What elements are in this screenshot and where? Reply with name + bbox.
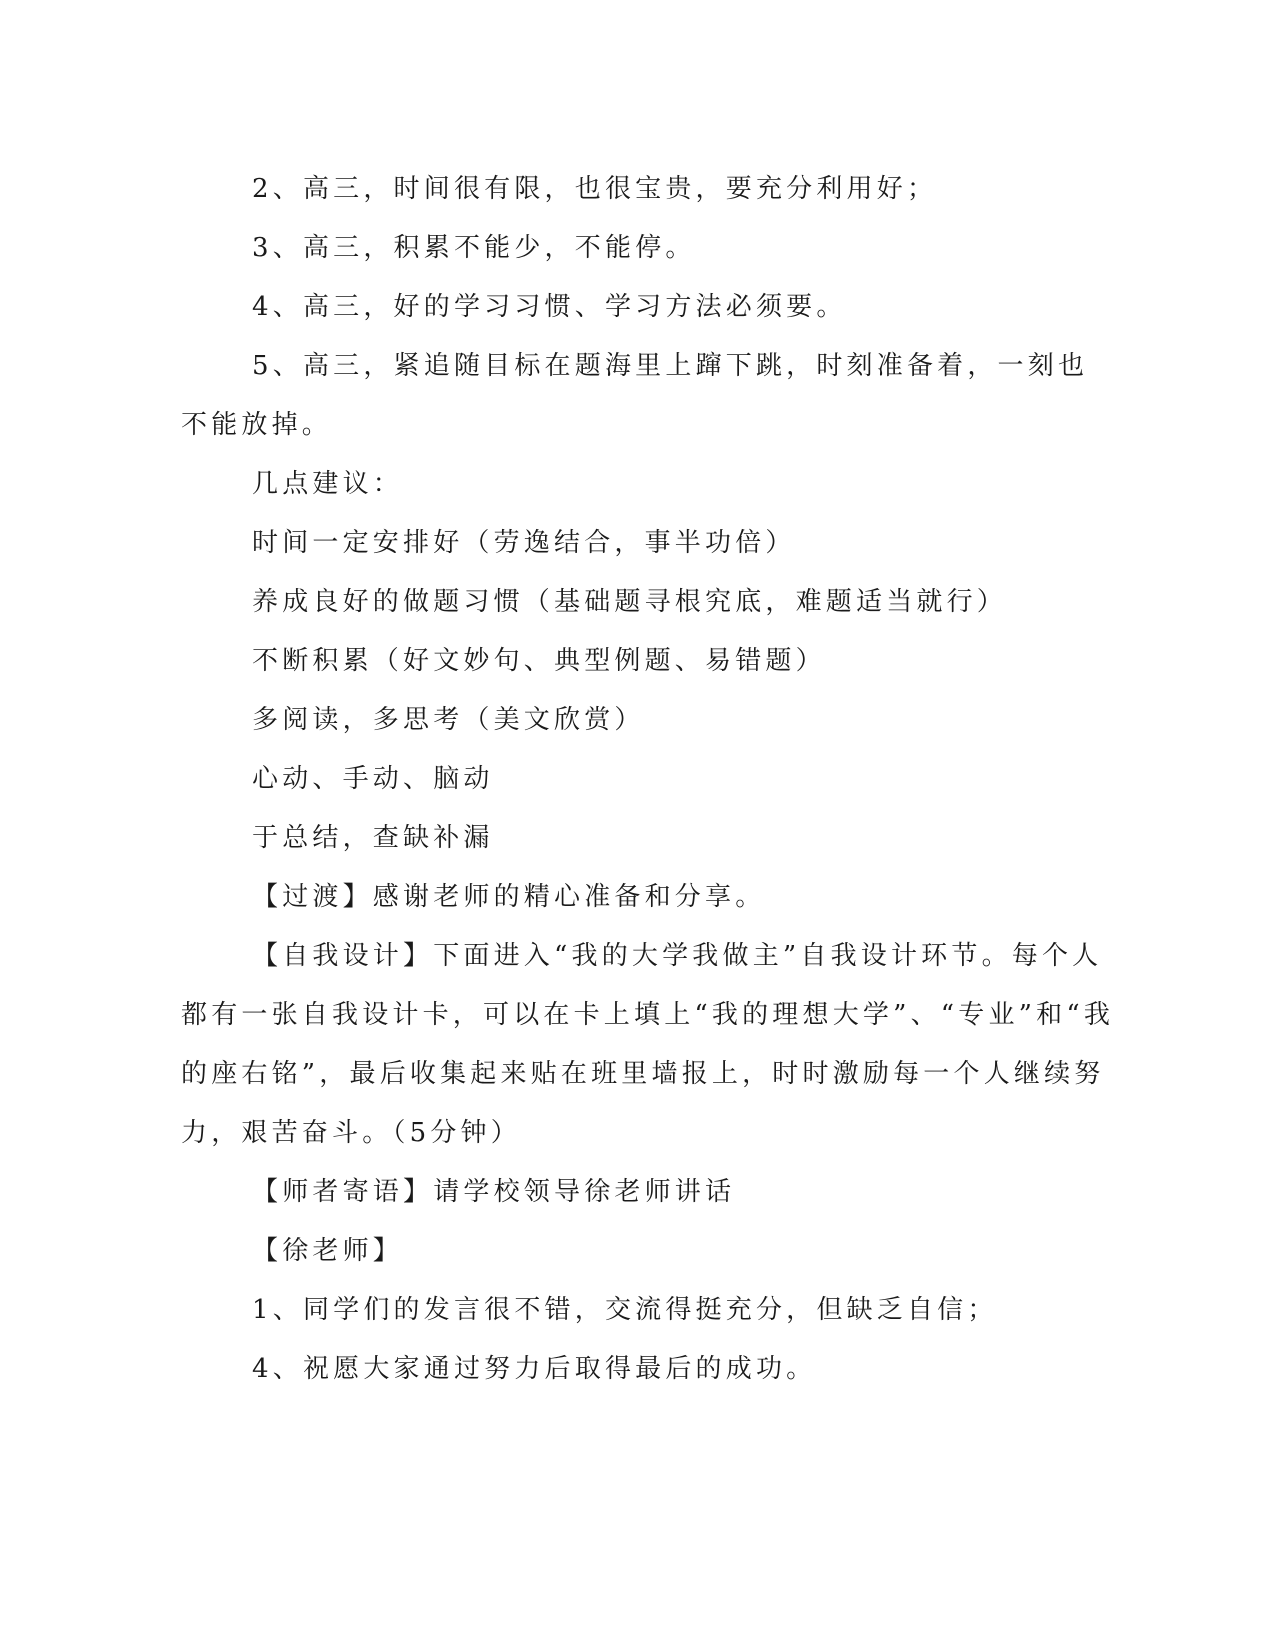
list-item-3: 3、高三，积累不能少，不能停。 [252, 233, 696, 263]
suggestion-item: 多阅读，多思考（美文欣赏） [252, 705, 645, 735]
suggestion-item: 养成良好的做题习惯（基础题寻根究底，难题适当就行） [252, 587, 1008, 617]
suggestions-heading: 几点建议： [252, 469, 404, 499]
teacher-message-paragraph: 【师者寄语】请学校领导徐老师讲话 [252, 1177, 736, 1207]
list-item-4: 4、高三，好的学习习惯、学习方法必须要。 [252, 292, 847, 322]
suggestion-item: 心动、手动、脑动 [252, 764, 494, 794]
self-design-paragraph-continued: 都有一张自我设计卡，可以在卡上填上“我的理想大学”、“专业”和“我 [181, 1000, 1115, 1030]
self-design-paragraph: 【自我设计】下面进入“我的大学我做主”自我设计环节。每个人 [252, 941, 1103, 971]
teacher-xu-heading: 【徐老师】 [252, 1236, 404, 1266]
suggestion-item: 不断积累（好文妙句、典型例题、易错题） [252, 646, 826, 676]
transition-paragraph: 【过渡】感谢老师的精心准备和分享。 [252, 882, 766, 912]
document-body [181, 160, 1115, 1399]
teacher-point-4: 4、祝愿大家通过努力后取得最后的成功。 [252, 1354, 817, 1384]
self-design-paragraph-continued: 力，艰苦奋斗。（5分钟） [181, 1118, 521, 1148]
list-item-5: 5、高三，紧追随目标在题海里上蹿下跳，时刻准备着，一刻也 [252, 351, 1089, 381]
self-design-paragraph-continued: 的座右铭”，最后收集起来贴在班里墙报上，时时激励每一个人继续努 [181, 1059, 1105, 1089]
teacher-point-1: 1、同学们的发言很不错，交流得挺充分，但缺乏自信； [252, 1295, 998, 1325]
suggestion-item: 时间一定安排好（劳逸结合，事半功倍） [252, 528, 796, 558]
suggestion-item: 于总结，查缺补漏 [252, 823, 494, 853]
list-item-2: 2、高三，时间很有限，也很宝贵，要充分利用好； [252, 174, 938, 204]
list-item-5-continued: 不能放掉。 [181, 410, 333, 440]
